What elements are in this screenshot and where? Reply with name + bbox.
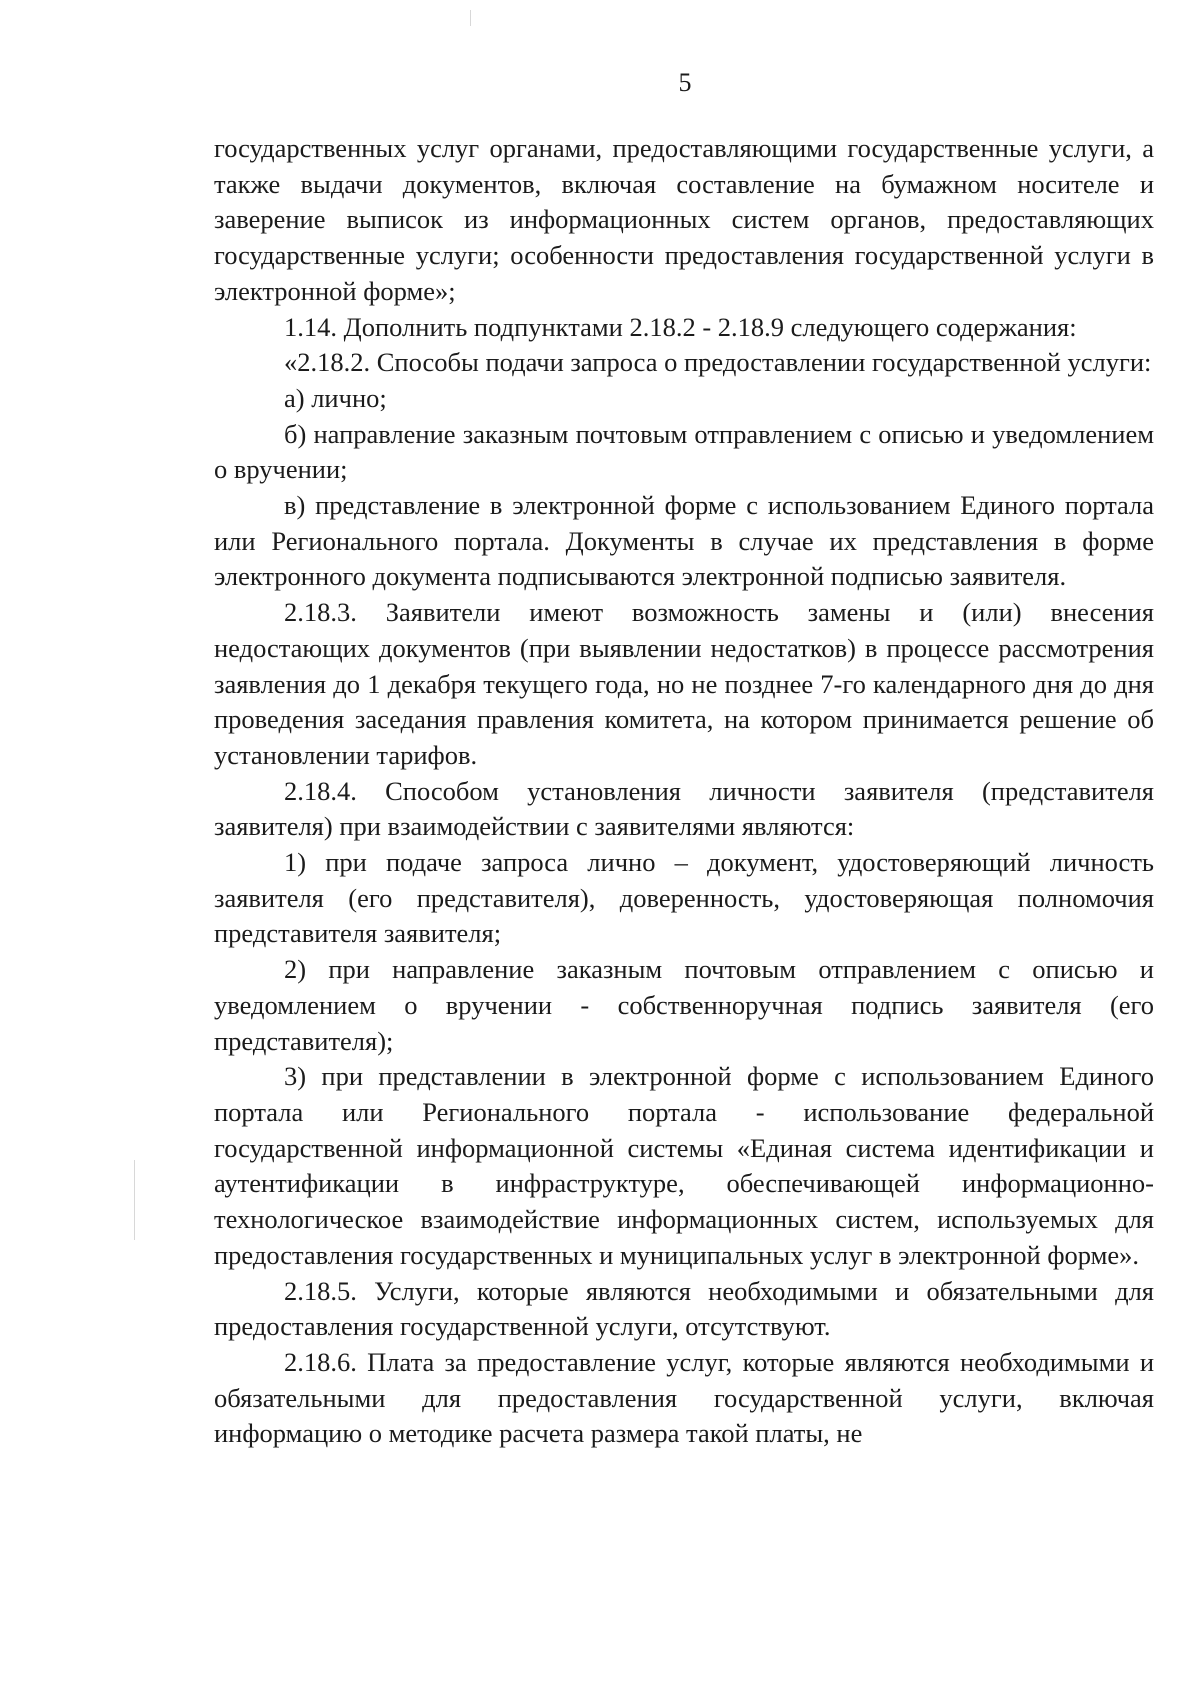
body-paragraph: 1.14. Дополнить подпунктами 2.18.2 - 2.18.9 следующего содержания: [284, 311, 1077, 342]
body-paragraph: 2.18.6. Плата за предоставление услуг, которые являются необходимыми и обязательными для предоставления государственной услуги, включая информацию о методике расчета размера такой платы, не [214, 1346, 1154, 1449]
list-item: 2) при направление заказным почтовым отправлением с описью и уведомлением о вручении - собственноручная подпись заявителя (его представителя); [214, 954, 1154, 1056]
scan-edge-mark [470, 10, 471, 26]
body-paragraph: 2.18.4. Способом установления личности заявителя (представителя заявителя) при взаимодействии с заявителями являются: [214, 775, 1154, 842]
document-body [214, 131, 1154, 1452]
scan-edge-mark [134, 1160, 135, 1240]
list-item: 1) при подаче запроса лично – документ, удостоверяющий личность заявителя (его представителя), доверенность, удостоверяющая полномочия представителя заявителя; [214, 847, 1154, 949]
body-paragraph: «2.18.2. Способы подачи запроса о предоставлении государственной услуги: [284, 347, 1152, 378]
list-item: 3) при представлении в электронной форме с использованием Единого портала или Регионального портала - использование федеральной государственной информационной системы «Единая система идентификации и аутентификации в инфраструктуре, обеспечивающей информационно-технологическое взаимодействие информационных систем, используемых для предоставления государственных и муниципальных услуг в электронной форме». [214, 1061, 1154, 1270]
list-item: а) лично; [284, 382, 387, 413]
body-paragraph: 2.18.3. Заявители имеют возможность замены и (или) внесения недостающих документов (при выявлении недостатков) в процессе рассмотрения заявления до 1 декабря текущего года, но не позднее 7-го календарного дня до дня проведения заседания правления комитета, на котором принимается решение об установлении тарифов. [214, 597, 1154, 770]
page-number: 5 [678, 68, 692, 97]
body-paragraph: 2.18.5. Услуги, которые являются необходимыми и обязательными для предоставления государственной услуги, отсутствуют. [214, 1275, 1154, 1342]
list-item: в) представление в электронной форме с использованием Единого портала или Регионального портала. Документы в случае их представления в форме электронного документа подписываются электронной подписью заявителя. [214, 490, 1154, 592]
body-paragraph: государственных услуг органами, предоставляющими государственные услуги, а также выдачи документов, включая составление на бумажном носителе и заверение выписок из информационных систем органов, предоставляющих государственные услуги; особенности предоставления государственной услуги в электронной форме»; [214, 133, 1154, 306]
list-item: б) направление заказным почтовым отправлением с описью и уведомлением о вручении; [214, 418, 1154, 485]
